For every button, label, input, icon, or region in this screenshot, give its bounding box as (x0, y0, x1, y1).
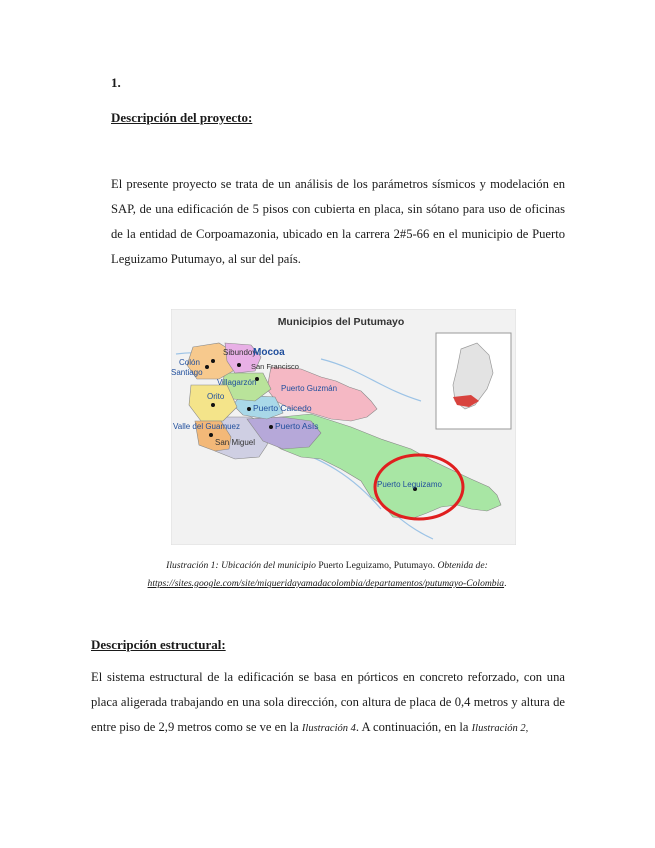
heading-structural-description: Descripción estructural: (91, 637, 226, 652)
label-santiago: Santiago (171, 368, 203, 377)
putumayo-map-figure (171, 309, 516, 545)
label-orito: Orito (207, 392, 225, 401)
structural-text-part1: El sistema estructural de la edificación se basa en pórticos en concreto reforzado, con una placa aligerada trabajando en una sola dirección, con altura de placa de 0,4 metros y altura de entre piso de 2,9 metros como se ve en la (91, 670, 565, 734)
label-san-francisco: San Francisco (251, 362, 299, 371)
heading-project-description: Descripción del proyecto: (111, 110, 253, 125)
label-valle-guamuez: Valle del Guamuez (173, 422, 240, 431)
paragraph-project-description: El presente proyecto se trata de un análisis de los parámetros sísmicos y modelación en SAP, de una edificación de 5 pisos con cubierta en placa, sin sótano para uso de oficinas de la entidad de Corpoamazonia, ubicado en la carrera 2#5-66 en el municipio de Puerto Leguizamo Putumayo, al sur del país. (111, 177, 565, 266)
label-sibundoy: Sibundoy (223, 348, 257, 357)
label-mocoa: Mocoa (253, 347, 285, 358)
map-title: Municipios del Putumayo (277, 316, 405, 328)
putumayo-map (171, 309, 516, 545)
label-puerto-asis: Puerto Asís (275, 421, 319, 431)
structural-ref-ilustracion-2: Ilustración 2, (471, 723, 529, 734)
caption-place: Puerto Leguizamo, Putumayo. (318, 560, 436, 571)
label-puerto-guzman: Puerto Guzmán (281, 384, 338, 393)
structural-ref-ilustracion-4: Ilustración 4 (301, 723, 356, 734)
label-puerto-leguizamo: Puerto Leguizamo (377, 480, 442, 489)
label-colon: Colón (179, 358, 200, 367)
label-puerto-caicedo: Puerto Caicedo (253, 403, 312, 413)
caption-url[interactable]: https://sites.google.com/site/miqueridayamadacolombia/departamentos/putumayo-Colombia (147, 578, 505, 589)
caption-end: . (504, 578, 507, 589)
label-san-miguel: San Miguel (215, 438, 256, 447)
caption-label: Ilustración 1: Ubicación del municipio (166, 560, 316, 571)
figure-caption (100, 557, 554, 593)
section-number: 1. (111, 75, 121, 90)
paragraph-structural-description (91, 665, 565, 741)
label-villagarzon: Villagarzón (217, 378, 257, 387)
structural-text-part2: . A continuación, en la (355, 720, 469, 734)
caption-source-label: Obtenida de: (437, 560, 488, 571)
